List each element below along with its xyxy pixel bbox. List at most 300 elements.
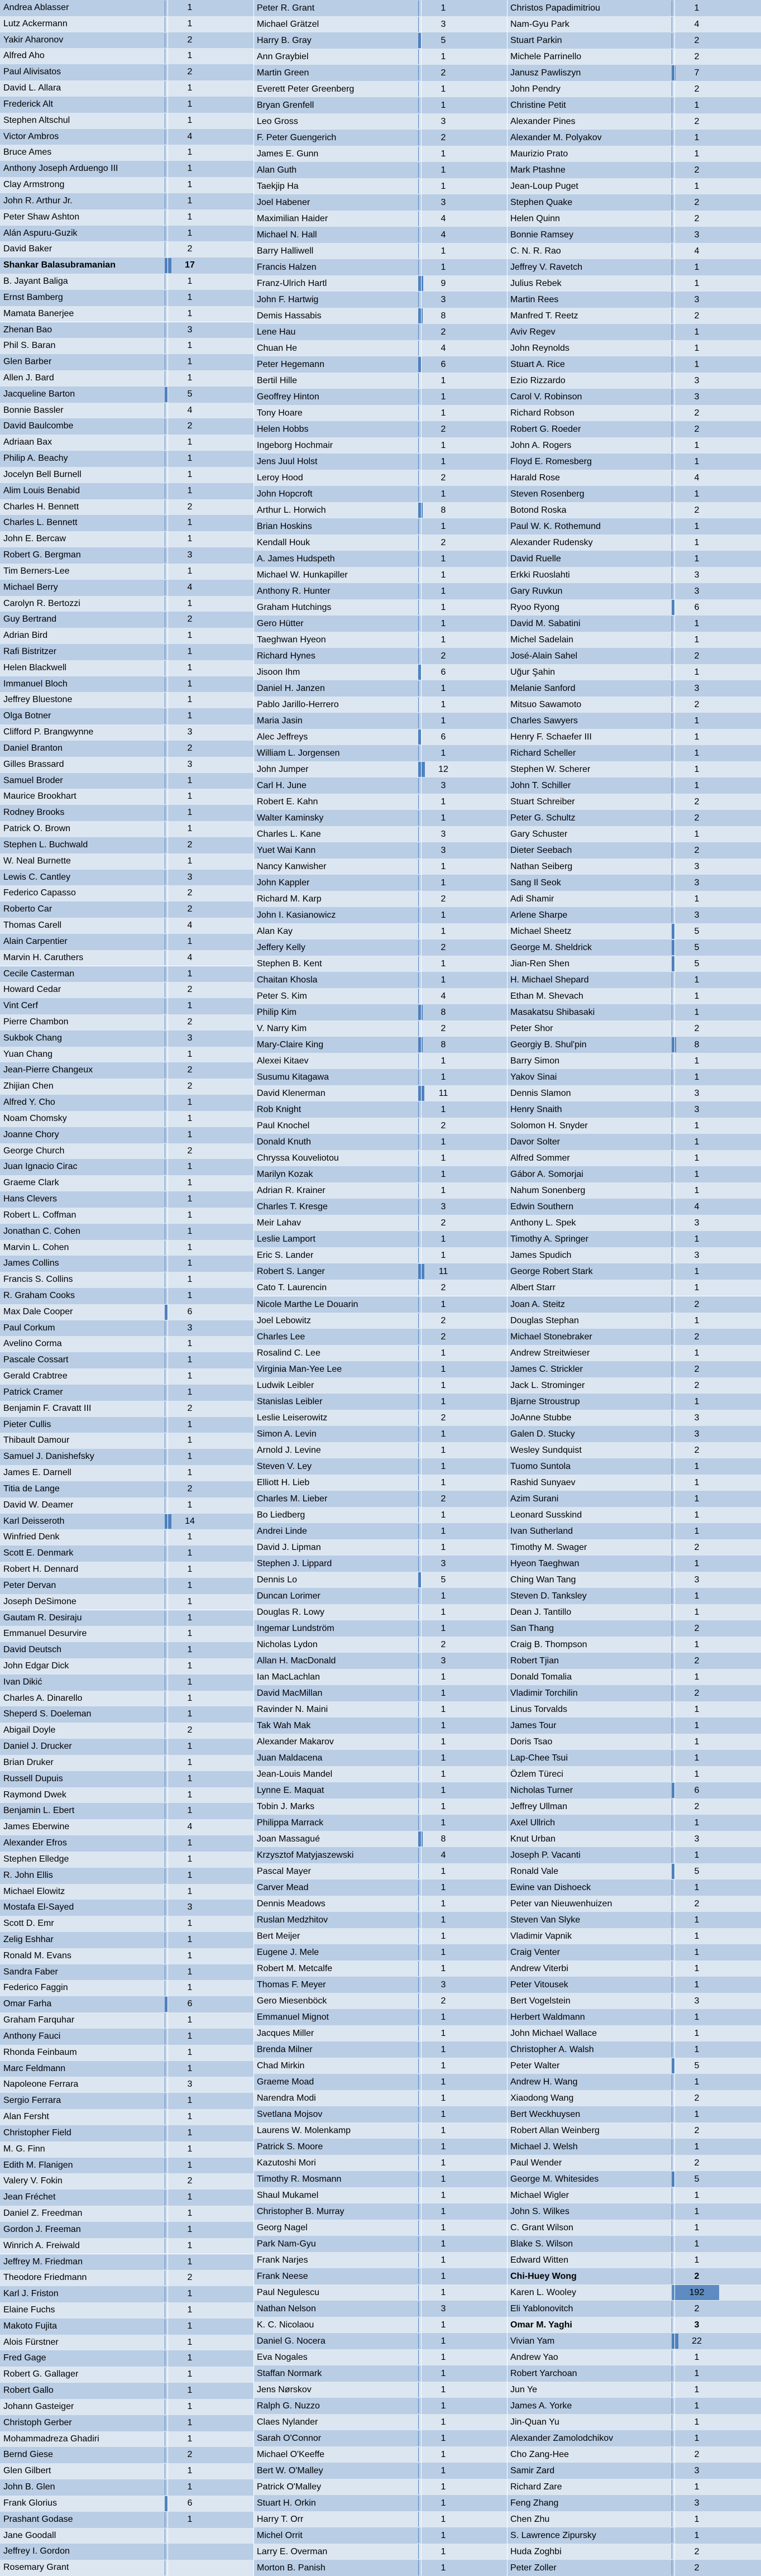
person-name: John B. Glen [3, 2482, 55, 2492]
table-row [253, 1410, 507, 1426]
table-row [507, 1912, 761, 1928]
table-row [253, 1960, 507, 1977]
table-row [0, 901, 253, 918]
table-row [0, 2238, 253, 2254]
count-value: 1 [441, 84, 446, 94]
person-name: Bertil Hille [257, 376, 298, 386]
count-value: 1 [694, 716, 700, 726]
value-bar [418, 1070, 419, 1085]
table-row [253, 1847, 507, 1863]
count-value: 1 [441, 2271, 446, 2281]
value-bar [418, 2220, 419, 2235]
table-row [0, 966, 253, 982]
table-row [507, 146, 761, 162]
person-name: David L. Allara [3, 83, 61, 93]
count-value: 1 [694, 667, 700, 678]
person-name: Donald Knuth [257, 1137, 311, 1147]
count-value: 1 [187, 1629, 193, 1639]
count-value: 1 [441, 2498, 446, 2508]
table-row [253, 292, 507, 308]
person-name: Makoto Fujita [3, 2321, 58, 2331]
count-value: 3 [694, 1105, 700, 1115]
value-bar [418, 1993, 419, 2009]
count-value: 1 [441, 2109, 446, 2119]
table-row [253, 2495, 507, 2511]
table-row [0, 1835, 253, 1852]
table-row [0, 2206, 253, 2222]
person-name: Anthony Joseph Arduengo III [3, 164, 118, 174]
person-name: Cecile Casterman [3, 969, 75, 979]
person-name: Jens Juul Holst [257, 457, 318, 467]
count-value: 2 [694, 813, 700, 823]
value-bar [418, 438, 419, 453]
value-bar [418, 1329, 419, 1344]
count-value: 2 [694, 2093, 700, 2103]
table-row [253, 697, 507, 713]
table-row [507, 421, 761, 437]
count-value: 8 [441, 1834, 446, 1844]
person-name: David J. Lipman [257, 1542, 321, 1552]
table-row [507, 1150, 761, 1166]
count-value: 1 [187, 1757, 193, 1767]
count-value: 1 [694, 2028, 700, 2038]
table-row [253, 2560, 507, 2576]
count-value: 1 [441, 1477, 446, 1487]
table-row [507, 2171, 761, 2187]
person-name: Rashid Sunyaev [510, 1477, 576, 1487]
person-name: Jeffrey V. Ravetch [510, 263, 582, 273]
person-name: Bert W. O'Malley [257, 2465, 323, 2475]
table-row [253, 2479, 507, 2495]
count-value: 1 [694, 279, 700, 289]
count-value: 1 [441, 748, 446, 759]
person-name: Harry B. Gray [257, 36, 312, 45]
count-value: 1 [441, 635, 446, 645]
count-value: 1 [441, 1510, 446, 1520]
count-value: 1 [187, 1677, 193, 1687]
count-value: 3 [694, 1575, 700, 1585]
table-row [0, 1433, 253, 1449]
count-value: 8 [441, 1008, 446, 1018]
person-name: Alim Louis Benabid [3, 485, 80, 495]
count-value: 1 [187, 2240, 193, 2250]
count-value: 1 [187, 1049, 193, 1059]
person-name: C. Grant Wilson [510, 2222, 573, 2232]
value-bar [418, 1410, 419, 1425]
value-bar [418, 82, 419, 97]
table-row [253, 2025, 507, 2041]
person-name: David M. Sabatini [510, 619, 581, 629]
table-row [253, 907, 507, 923]
person-name: David Baulcombe [3, 421, 74, 431]
table-row [0, 1626, 253, 1642]
table-row [507, 1815, 761, 1831]
table-row [0, 918, 253, 934]
table-row [0, 580, 253, 596]
count-value: 1 [187, 679, 193, 689]
count-value: 2 [441, 327, 446, 337]
table-row [0, 145, 253, 161]
table-row [0, 2158, 253, 2174]
person-name: John I. Kasianowicz [257, 910, 336, 920]
count-value: 1 [441, 2093, 446, 2103]
table-row [507, 486, 761, 502]
table-row [253, 81, 507, 97]
count-value: 2 [441, 894, 446, 904]
person-name: Dennis Meadows [257, 1898, 326, 1909]
table-row [0, 113, 253, 129]
count-value: 1 [441, 586, 446, 597]
count-value: 1 [694, 538, 700, 548]
count-value: 1 [694, 1137, 700, 1147]
person-name: Daniel H. Janzen [257, 684, 325, 694]
value-bar [418, 2560, 419, 2575]
count-value: 1 [441, 570, 446, 580]
table-row [253, 16, 507, 32]
value-bar [418, 2139, 419, 2154]
person-name: Federico Faggin [3, 1983, 68, 1993]
person-name: Thomas F. Meyer [257, 1979, 326, 1990]
count-value: 1 [187, 1291, 193, 1300]
count-value: 1 [441, 813, 446, 823]
value-bar [418, 1669, 419, 1685]
table-row [0, 338, 253, 354]
person-name: Arthur L. Horwich [257, 505, 326, 516]
count-value: 2 [441, 133, 446, 143]
count-value: 2 [694, 408, 700, 418]
person-name: Erkki Ruoslahti [510, 570, 570, 580]
person-name: Steven V. Ley [257, 1461, 312, 1471]
person-name: S. Lawrence Zipursky [510, 2530, 596, 2540]
table-row [507, 1069, 761, 1085]
person-name: Robert Tjian [510, 1656, 559, 1666]
person-name: Yakir Aharonov [3, 35, 64, 45]
count-value: 1 [441, 2449, 446, 2459]
person-name: Alexander M. Polyakov [510, 133, 602, 143]
person-name: Stanislas Leibler [257, 1396, 323, 1406]
count-value: 2 [441, 1315, 446, 1325]
person-name: Ivan Dikić [3, 1677, 42, 1687]
count-value: 1 [187, 1113, 193, 1123]
table-row [253, 2430, 507, 2446]
person-name: Ronald M. Evans [3, 1950, 71, 1960]
count-value: 2 [694, 2449, 700, 2459]
table-row [507, 1653, 761, 1669]
table-row [507, 1685, 761, 1701]
table-row [253, 130, 507, 146]
table-row [253, 1750, 507, 1766]
table-row [507, 794, 761, 810]
count-value: 1 [187, 1275, 193, 1285]
count-value: 1 [694, 991, 700, 1001]
person-name: Michael N. Hall [257, 230, 317, 240]
table-row [507, 777, 761, 794]
table-row [507, 2463, 761, 2479]
table-row [507, 470, 761, 486]
count-value: 3 [694, 862, 700, 872]
count-value: 1 [187, 598, 193, 608]
count-value: 2 [187, 1081, 193, 1091]
person-name: Gilles Brassard [3, 759, 64, 769]
person-name: Alfred Sommer [510, 1153, 570, 1163]
table-row [0, 2319, 253, 2335]
count-value: 1 [441, 1251, 446, 1261]
person-name: John Reynolds [510, 344, 569, 354]
count-value: 1 [187, 1661, 193, 1671]
person-name: Nicole Marthe Le Douarin [257, 1299, 358, 1309]
table-row [507, 162, 761, 178]
table-row [507, 1928, 761, 1944]
table-row [0, 2479, 253, 2496]
count-value: 1 [694, 1283, 700, 1293]
count-value: 2 [694, 797, 700, 807]
count-value: 1 [187, 1162, 193, 1172]
value-bar [418, 1702, 419, 1717]
table-row [507, 2025, 761, 2041]
table-row [507, 389, 761, 405]
table-row [253, 842, 507, 858]
table-row [507, 113, 761, 130]
table-row [253, 2317, 507, 2333]
person-name: Guy Bertrand [3, 614, 57, 624]
count-value: 2 [187, 1017, 193, 1027]
person-name: Joel Habener [257, 198, 310, 208]
table-row [253, 810, 507, 826]
person-name: David Deutsch [3, 1645, 62, 1655]
table-row [0, 2350, 253, 2367]
table-row [253, 502, 507, 518]
person-name: Philip A. Beachy [3, 454, 68, 464]
count-value: 1 [441, 878, 446, 888]
count-value: 17 [185, 260, 195, 270]
person-name: Christopher A. Walsh [510, 2044, 594, 2054]
table-row [0, 499, 253, 516]
person-name: Frank Narjes [257, 2255, 308, 2265]
count-value: 1 [441, 1170, 446, 1180]
person-name: Alois Fürstner [3, 2337, 59, 2347]
table-row [253, 1361, 507, 1377]
count-value: 2 [187, 888, 193, 898]
count-value: 1 [187, 2386, 193, 2396]
person-name: Anthony Fauci [3, 2031, 61, 2041]
table-row [0, 515, 253, 531]
count-value: 1 [441, 2255, 446, 2265]
person-name: Robert Gallo [3, 2386, 54, 2396]
count-value: 2 [187, 839, 193, 850]
person-name: John F. Hartwig [257, 295, 319, 305]
person-name: Jeffery Kelly [257, 943, 305, 953]
person-name: Peter Dervan [3, 1580, 56, 1590]
value-bar [418, 373, 419, 388]
count-value: 3 [694, 2498, 700, 2508]
value-bar [418, 244, 419, 259]
person-name: Robert E. Kahn [257, 797, 318, 807]
count-value: 1 [694, 360, 700, 370]
table-row [0, 2496, 253, 2512]
table-row [253, 2187, 507, 2203]
count-value: 1 [441, 182, 446, 192]
value-bar [418, 163, 419, 178]
value-bar [418, 1718, 419, 1733]
person-name: Fred Gage [3, 2353, 46, 2363]
value-bar [418, 2188, 419, 2203]
table-row [507, 826, 761, 842]
table-row [253, 1296, 507, 1313]
person-name: Scott E. Denmark [3, 1548, 74, 1558]
table-row [0, 596, 253, 612]
person-name: Taekjip Ha [257, 182, 299, 192]
count-value: 1 [187, 2257, 193, 2267]
person-name: Christine Petit [510, 101, 566, 111]
count-value: 1 [441, 1429, 446, 1439]
value-bar [418, 924, 419, 939]
value-bar [418, 794, 419, 809]
person-name: Philippa Marrack [257, 1817, 324, 1828]
count-value: 1 [441, 2077, 446, 2087]
table-row [507, 988, 761, 1004]
person-name: Jin-Quan Yu [510, 2417, 559, 2427]
table-row [0, 692, 253, 708]
count-value: 1 [441, 1137, 446, 1147]
person-name: R. Graham Cooks [3, 1291, 75, 1300]
value-bar [418, 1215, 419, 1230]
value-bar [418, 1848, 419, 1863]
table-row [507, 632, 761, 648]
count-value: 1 [187, 1806, 193, 1816]
table-row [253, 956, 507, 972]
count-value: 2 [694, 1364, 700, 1374]
table-row [507, 729, 761, 745]
person-name: Christoph Gerber [3, 2417, 72, 2427]
count-value: 1 [441, 1072, 446, 1082]
value-bar [418, 389, 419, 404]
table-row [507, 2009, 761, 2025]
table-row [0, 2447, 253, 2463]
table-row [507, 2203, 761, 2220]
value-bar [418, 1427, 419, 1442]
count-value: 1 [441, 2158, 446, 2168]
person-name: Valery V. Fokin [3, 2176, 63, 2186]
count-value: 1 [694, 327, 700, 337]
person-name: Charles M. Lieber [257, 1494, 328, 1504]
column-divider [167, 0, 168, 2576]
person-name: David W. Deamer [3, 1500, 74, 1510]
table-row [0, 789, 253, 805]
count-value: 6 [441, 667, 446, 678]
table-row [507, 16, 761, 32]
count-value: 1 [694, 2255, 700, 2265]
count-value: 1 [694, 748, 700, 759]
table-row [507, 1507, 761, 1523]
count-value: 1 [441, 1769, 446, 1779]
count-value: 1 [694, 1056, 700, 1066]
table-row [0, 2093, 253, 2109]
count-value: 1 [187, 2482, 193, 2492]
person-name: Carol V. Robinson [510, 392, 582, 402]
table-row [507, 1020, 761, 1037]
count-value: 3 [187, 550, 193, 560]
count-value: 1 [187, 2127, 193, 2138]
person-name: John T. Schiller [510, 781, 571, 791]
table-row [253, 1815, 507, 1831]
table-row [0, 1819, 253, 1835]
person-name: Johann Gasteiger [3, 2401, 74, 2411]
count-value: 4 [187, 920, 193, 931]
table-row [0, 274, 253, 290]
count-value: 5 [441, 1575, 446, 1585]
person-name: Ravinder N. Maini [257, 1704, 328, 1714]
table-row [253, 2365, 507, 2382]
table-row [253, 1523, 507, 1539]
person-name: Xiaodong Wang [510, 2093, 574, 2103]
count-value: 1 [694, 1931, 700, 1941]
table-row [507, 1231, 761, 1247]
person-name: Rosalind C. Lee [257, 1348, 320, 1358]
person-name: James Eberwine [3, 1822, 70, 1832]
table-row [507, 551, 761, 567]
count-value: 1 [694, 2206, 700, 2216]
table-row [0, 1336, 253, 1352]
table-row [253, 2349, 507, 2365]
table-row [253, 2268, 507, 2284]
table-row [507, 32, 761, 49]
person-name: Floyd E. Romesberg [510, 457, 592, 467]
table-row [507, 1604, 761, 1620]
value-bar [418, 632, 419, 647]
person-name: Brian Hoskins [257, 522, 312, 532]
table-row [253, 1944, 507, 1960]
person-name: Alain Carpentier [3, 936, 68, 946]
person-name: Benjamin L. Ebert [3, 1806, 75, 1816]
count-value: 1 [694, 1753, 700, 1763]
table-row [507, 1361, 761, 1377]
table-row [0, 32, 253, 49]
value-bar [418, 2107, 419, 2122]
person-name: Noam Chomsky [3, 1113, 67, 1123]
table-row [253, 551, 507, 567]
person-name: Nicholas Turner [510, 1785, 573, 1795]
table-row [253, 1653, 507, 1669]
count-value: 2 [441, 943, 446, 953]
table-row [253, 2511, 507, 2527]
value-bar [418, 341, 419, 356]
count-value: 6 [694, 1785, 700, 1795]
table-row [507, 567, 761, 583]
value-bar [418, 406, 419, 421]
table-row [253, 2301, 507, 2317]
table-row [0, 370, 253, 387]
table-row [507, 1491, 761, 1507]
table-row [507, 356, 761, 373]
table-row [507, 1263, 761, 1280]
value-bar [418, 1118, 419, 1133]
table-row [507, 1199, 761, 1215]
table-row [507, 697, 761, 713]
count-value: 1 [441, 408, 446, 418]
table-row [507, 858, 761, 875]
person-name: Bryan Grenfell [257, 101, 314, 111]
person-name: Steven D. Tanksley [510, 1591, 587, 1601]
person-name: Michael Grätzel [257, 20, 319, 29]
table-row [0, 885, 253, 901]
count-value: 1 [187, 115, 193, 125]
table-row [253, 1863, 507, 1879]
count-value: 1 [441, 1153, 446, 1163]
count-value: 1 [187, 1242, 193, 1252]
person-name: Samuel J. Danishefsky [3, 1452, 94, 1462]
person-name: Ewine van Dishoeck [510, 1882, 591, 1892]
person-name: Gautam R. Desiraju [3, 1613, 82, 1623]
